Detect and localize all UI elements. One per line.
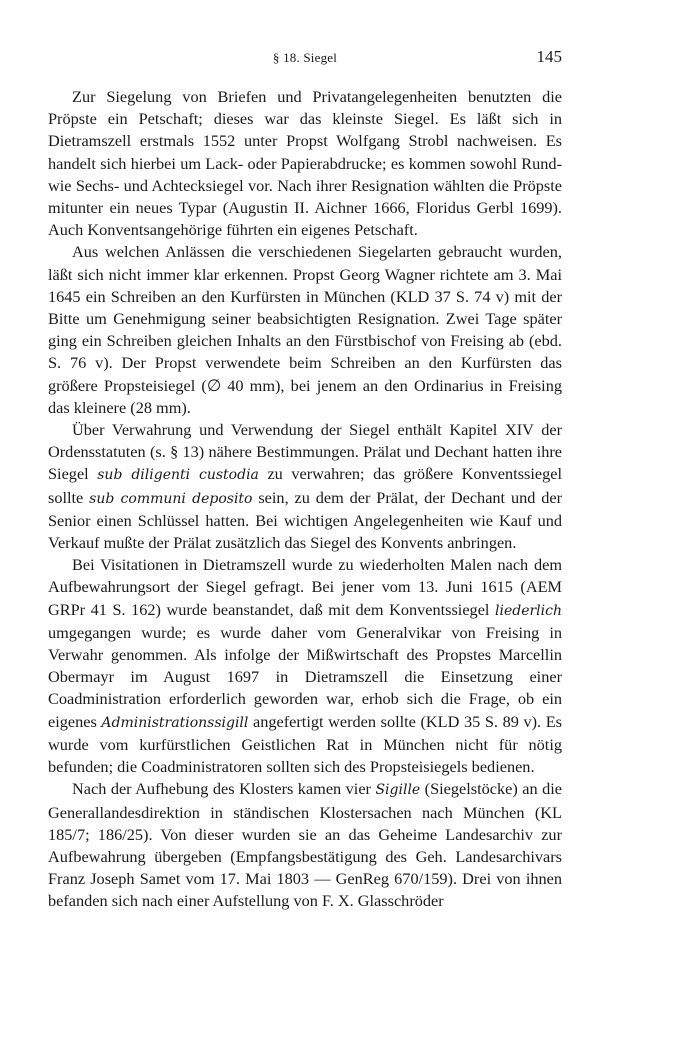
- running-title: § 18. Siegel: [272, 50, 338, 65]
- paragraph-3: [48, 419, 562, 554]
- quoted-term: liederlich: [495, 602, 562, 619]
- paragraph-text: Bei Visitationen in Dietramszell wurde zu wiederholten Malen nach dem Aufbewahrungsort der Siegel gefragt. Bei jener vom 13. Juni 1615 (AEM GRPr 41 S. 162) wurde beanstandet, daß mit dem Konventssiegel: [48, 555, 562, 619]
- paragraph-text: (Siegelstöcke) an die Generallandesdirektion in ständischen Klostersachen nach München (KL 185/7; 186/25). Von dieser wurden sie an das Geheime Landesarchiv zur Aufbewahrung übergeben (Empfangsbestätigung des Geh. Landesarchivars Franz Joseph Samet vom 17. Mai 1803 — GenReg 670/159). Drei von ihnen befanden sich nach einer Aufstellung von F. X. Glasschröder: [48, 779, 562, 911]
- paragraph-text: sein, zu dem der Prälat, der Dechant und der Senior einen Schlüssel hatten. Bei wichtigen Angelegenheiten wie Kauf und Verkauf mußte der Prälat zusätzlich das Siegel des Konvents anbringen.: [48, 487, 563, 553]
- latin-phrase: sub communi deposito: [89, 490, 253, 507]
- paragraph-text: zu verwahren; das größere Konventssiegel sollte: [48, 464, 563, 507]
- paragraph-text: angefertigt werden sollte (KLD 35 S. 89 v). Es wurde vom kurfürstlichen Geistlichen Rat in München nicht für nötig befunden; die Coadministratoren sollten sich des Propsteisiegels bedienen.: [48, 711, 562, 777]
- page-number: 145: [536, 47, 562, 66]
- paragraph-5: [48, 778, 562, 912]
- paragraph-text: Über Verwahrung und Verwendung der Siegel enthält Kapitel XIV der Ordensstatuten (s. § 13) nähere Bestimmungen. Prälat und Dechant hatten ihre Siegel: [48, 420, 562, 484]
- paragraph-2: [48, 241, 562, 419]
- page-header: [48, 47, 562, 69]
- paragraph-text: umgegangen wurde; es wurde daher vom Generalvikar von Freising in Verwahr genommen. Als infolge der Mißwirtschaft des Propstes Marcellin Obermayr im August 1697 in Dietramszell die Einsetzung einer Coadministration erforderlich geworden war, erhob sich die Frage, ob ein eigenes: [48, 622, 562, 731]
- paragraph-text: Aus welchen Anlässen die verschiedenen Siegelarten gebraucht wurden, läßt sich nicht immer klar erkennen. Propst Georg Wagner richtete am 3. Mai 1645 ein Schreiben an den Kurfürsten in München (KLD 37 S. 74 v) mit der Bitte um Genehmigung seiner beabsichtigten Resignation. Zwei Tage später ging ein Schreiben gleichen Inhalts an den Fürstbischof von Freising ab (ebd. S. 76 v). Der Propst verwendete beim Schreiben an den Kurfürsten das größere Propsteisiegel (∅ 40 mm), bei jenem an den Ordinarius in Freising das kleinere (28 mm).: [48, 242, 562, 417]
- paragraph-text: Nach der Aufhebung des Klosters kamen vier: [72, 779, 376, 799]
- latin-phrase: sub diligenti custodia: [97, 467, 259, 484]
- quoted-term: Administrationssigill: [101, 714, 249, 731]
- body-text: [48, 86, 562, 913]
- paragraph-1: [48, 86, 562, 241]
- paragraph-text: Zur Siegelung von Briefen und Privatangelegenheiten benutzten die Pröpste ein Petschaft; dieses war das kleinste Siegel. Es läßt sich in Dietramszell erstmals 1552 unter Propst Wolfgang Strobl nachweisen. Es handelt sich hierbei um Lack- oder Papierabdrucke; es kommen sowohl Rund- wie Sechs- und Achtecksiegel vor. Nach ihrer Resignation wählten die Pröpste mitunter ein neues Typar (Augustin II. Aichner 1666, Floridus Gerbl 1699). Auch Konventsangehörige führten ein eigenes Petschaft.: [48, 87, 562, 240]
- quoted-term: Sigille: [375, 782, 421, 799]
- paragraph-4: [48, 554, 562, 778]
